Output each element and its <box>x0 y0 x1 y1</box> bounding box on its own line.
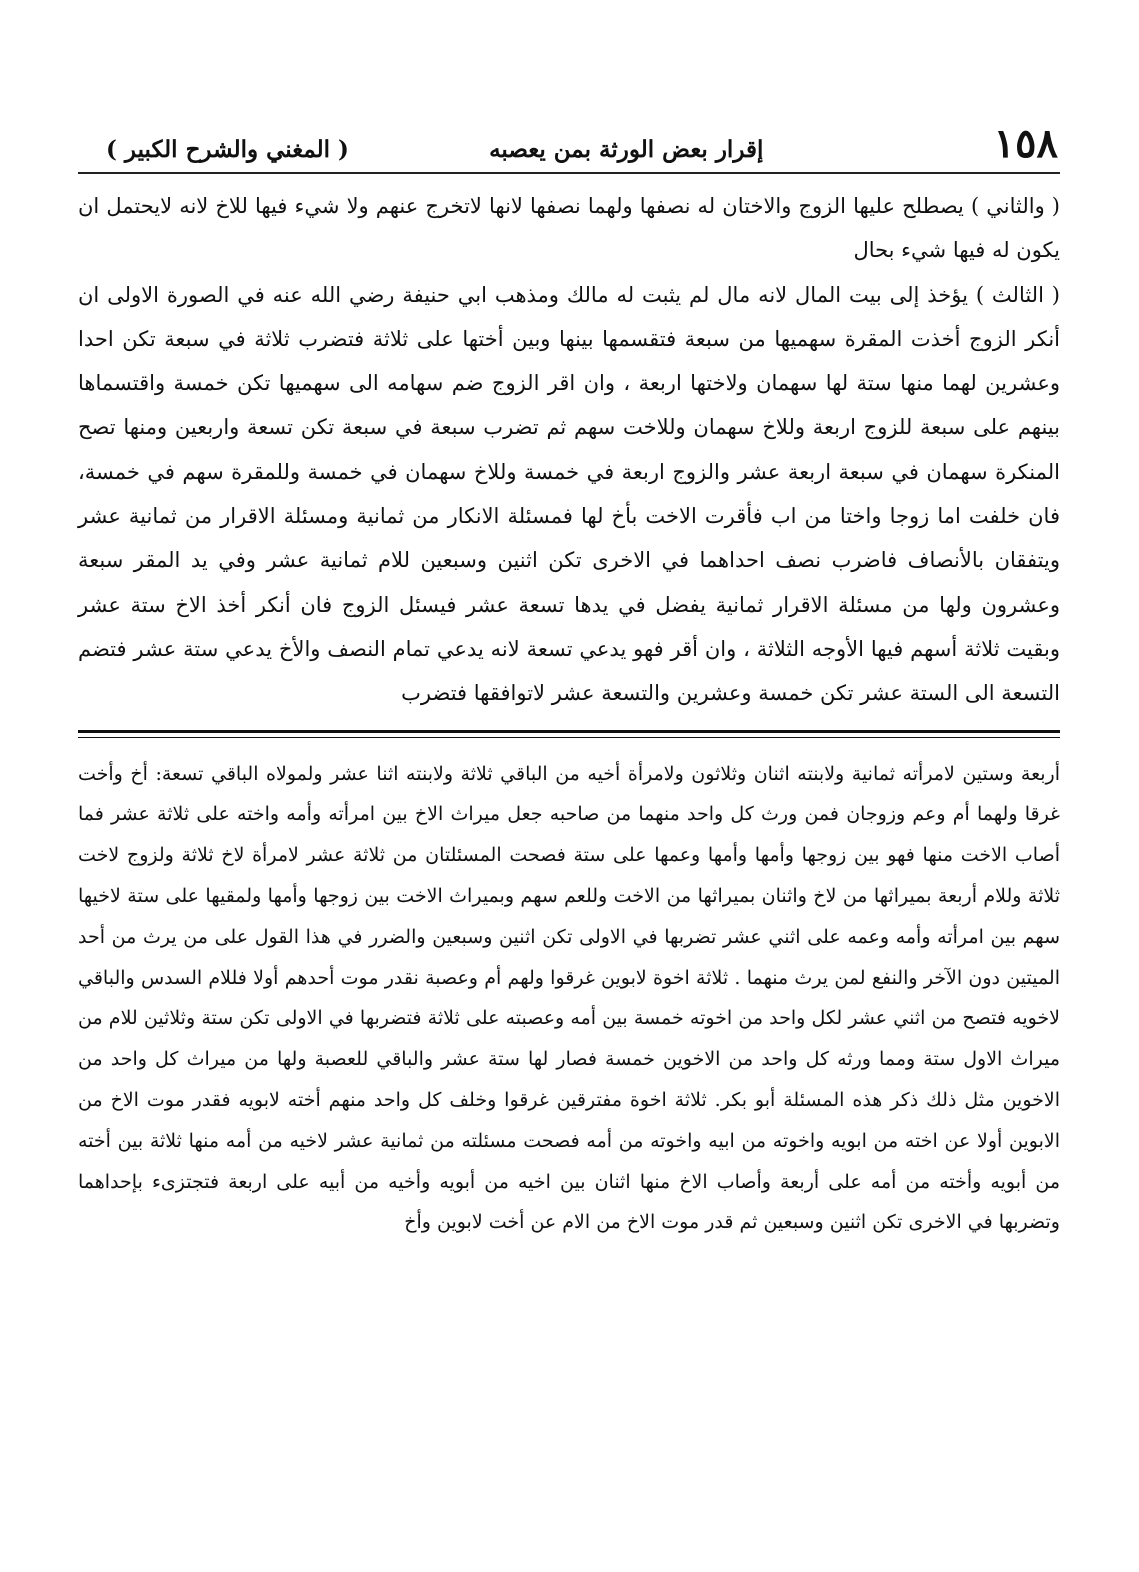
section-divider <box>78 730 1060 738</box>
page-header <box>78 118 1060 170</box>
paragraph-second-view: ( والثاني ) يصطلح عليها الزوج والاختان له نصفها ولهما نصفها لانها لاتخرج عنهم ولا شيء فيها للاخ لانه لايحتمل ان يكون له فيها شيء بحال <box>78 194 1060 263</box>
main-text <box>78 184 1060 716</box>
book-page <box>78 118 1060 1243</box>
page-number: ١٥٨ <box>993 120 1058 167</box>
commentary-paragraph: أربعة وستين لامرأته ثمانية ولابنته اثنان وثلاثون ولامرأة أخيه من الباقي ثلاثة ولابنته اثنا عشر ولمولاه الباقي تسعة: أخ وأخت غرقا ولهما أم وعم وزوجان فمن ورث كل واحد منهما من صاحبه جعل ميراث الاخ بين امرأته وأمه واخته على ثلاثة عشر فما أصاب الاخت منها فهو بين زوجها وأمها وأمها وعمها على ستة فصحت المسئلتان من ثلاثة عشر لامرأة لاخ ثلاثة ولزوج لاخت ثلاثة وللام أربعة بميراثها من لاخ واثنان بميراثها من الاخت وللعم سهم وبميراث الاخت بين زوجها وأمها ولمقيها على ستة لاخيها سهم بين امرأته وأمه وعمه على اثني عشر تضربها في الاولى تكن اثنين وسبعين والضرر في هذا القول على من يرث من أحد الميتين دون الآخر والنفع لمن يرث منهما . ثلاثة اخوة لابوين غرقوا ولهم أم وعصبة نقدر موت أحدهم أولا فللام السدس والباقي لاخويه فتصح من اثني عشر لكل واحد من اخوته خمسة بين أمه وعصبته على ثلاثة فتضربها في الاولى تكن ستة وثلاثين للام من ميراث الاول ستة ومما ورثه كل واحد من الاخوين خمسة فصار لها ستة عشر والباقي للعصبة ولها من ميراث كل واحد من الاخوين مثل ذلك ذكر هذه المسئلة أبو بكر. ثلاثة اخوة مفترقين غرقوا وخلف كل واحد منهم أخته لابويه فقدر موت الاخ من الابوين أولا عن اخته من ابويه واخوته من ابيه واخوته من أمه فصحت مسئلته من ثمانية عشر لاخيه من أمه منها ثلاثة بين أخته من أبويه وأخته من أمه على أربعة وأصاب الاخ منها اثنان بين اخيه من أبويه وأخيه من أبيه على اربعة فتجتزىء بإحداهما وتضربها في الاخرى تكن اثنين وسبعين ثم قدر موت الاخ من الام عن أخت لابوين وأخ <box>78 762 1060 1234</box>
commentary-text <box>78 754 1060 1244</box>
running-section-title: إقرار بعض الورثة بمن يعصبه <box>489 136 764 163</box>
divider-thin-rule <box>78 737 1060 738</box>
running-book-title: ( المغني والشرح الكبير ) <box>106 136 349 163</box>
divider-thick-rule <box>78 730 1060 733</box>
paragraph-third-view: ( الثالث ) يؤخذ إلى بيت المال لانه مال لم يثبت له مالك ومذهب ابي حنيفة رضي الله عنه في الصورة الاولى ان أنكر الزوج أخذت المقرة سهميها من سبعة فتقسمها بينها وبين أختها على ثلاثة فتضرب ثلاثة في سبعة تكن احدا وعشرين لهما منها ستة لها سهمان ولاختها اربعة ، وان اقر الزوج ضم سهامه الى سهميها تكن خمسة واقتسماها بينهم على سبعة للزوج اربعة وللاخ سهمان وللاخت سهم ثم تضرب سبعة في سبعة تكن تسعة واربعين ومنها تصح المنكرة سهمان في سبعة اربعة عشر والزوج اربعة في خمسة وللاخ سهمان في خمسة وللمقرة سهم في خمسة، فان خلفت اما زوجا واختا من اب فأقرت الاخت بأخ لها فمسئلة الانكار من ثمانية ومسئلة الاقرار من ثمانية عشر ويتفقان بالأنصاف فاضرب نصف احداهما في الاخرى تكن اثنين وسبعين للام ثمانية عشر وفي يد المقر سبعة وعشرون ولها من مسئلة الاقرار ثمانية يفضل في يدها تسعة عشر فيسئل الزوج فان أنكر أخذ الاخ ستة عشر وبقيت ثلاثة أسهم فيها الأوجه الثلاثة ، وان أقر فهو يدعي تسعة لانه يدعي تمام النصف والأخ يدعي ستة عشر فتضم التسعة الى الستة عشر تكن خمسة وعشرين والتسعة عشر لاتوافقها فتضرب <box>78 282 1061 706</box>
